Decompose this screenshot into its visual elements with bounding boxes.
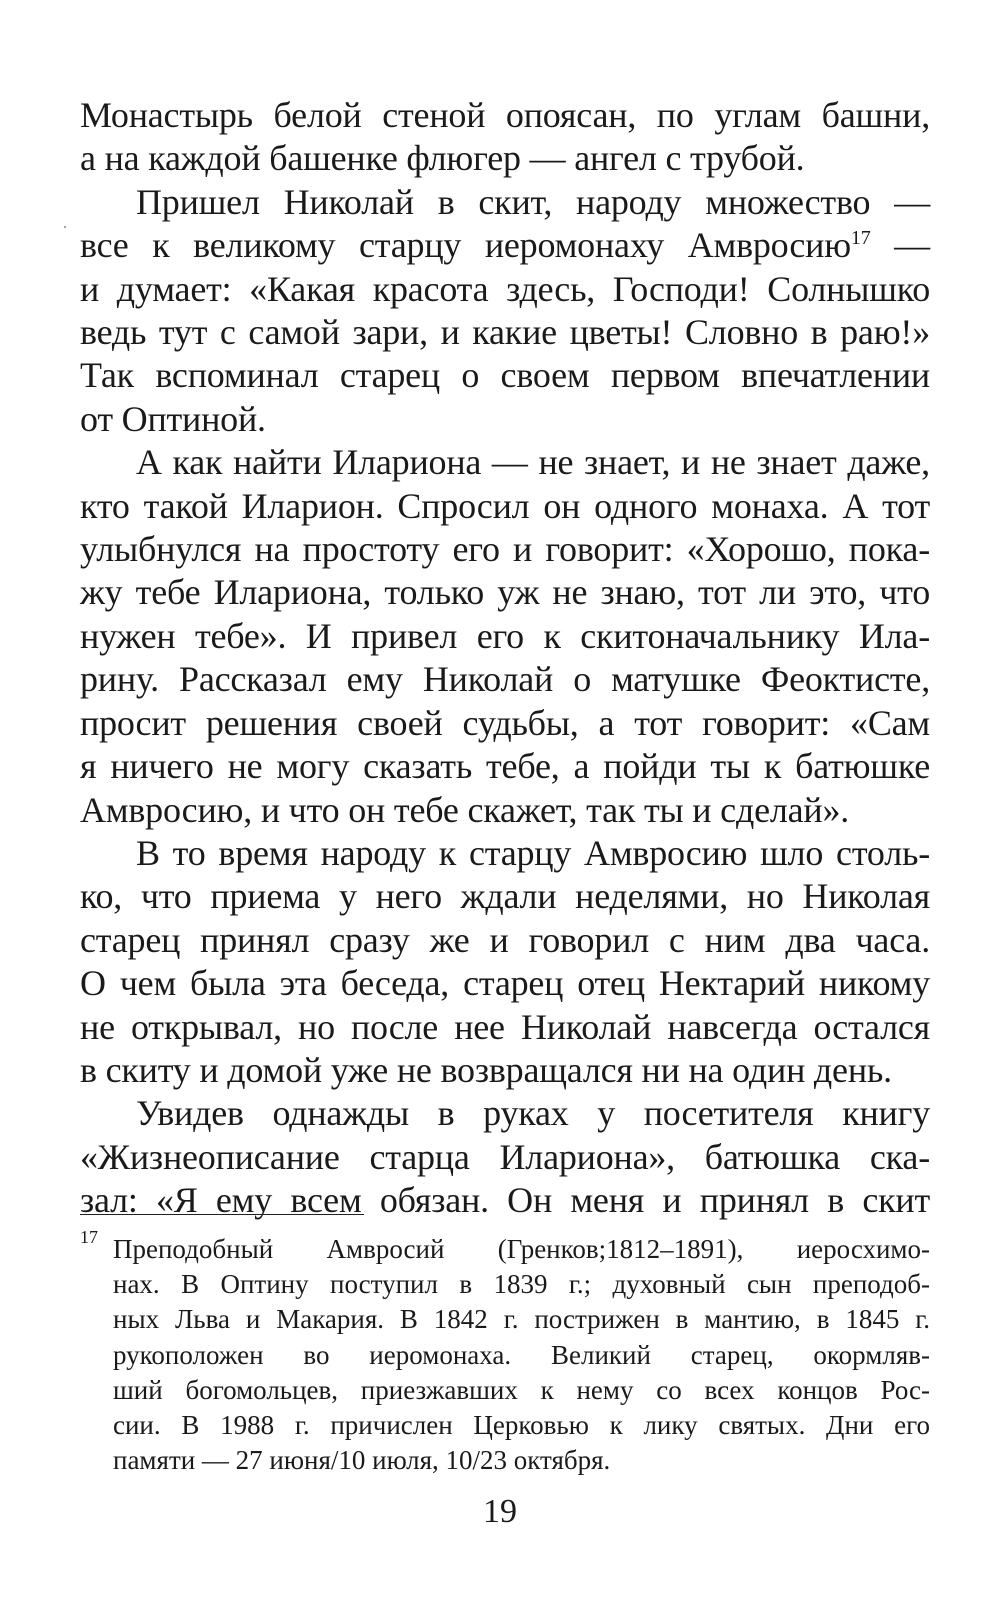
footnote-line: памяти — 27 июня/10 июля, 10/23 октября. — [113, 1445, 611, 1476]
text-line: Увидев однажды в руках у посетителя книгу — [136, 1093, 930, 1134]
footnote-line: нах. В Оптину поступил в 1839 г.; духовный сын преподоб- — [113, 1269, 930, 1300]
footnote-line: Преподобный Амвросий (Гренков;1812–1891), иеросхимо- — [113, 1234, 930, 1264]
text-line: Амвросию, и что он тебе скажет, так ты и сделай». — [80, 789, 850, 830]
text-line: в скиту и домой уже не возвращался ни на один день. — [80, 1049, 892, 1090]
page-number: 19 — [483, 1493, 517, 1530]
text-line: Так вспоминал старец о своем первом впечатлении — [80, 355, 930, 396]
footnote-reference: 17 — [850, 227, 871, 250]
text-line: зал: «Я ему всем обязан. Он меня и принял в скит — [80, 1180, 930, 1221]
text-line: ведь тут с самой зари, и какие цветы! Словно в раю!» — [80, 312, 930, 353]
text-line: А как найти Илариона — не знает, и не знает даже, — [136, 442, 930, 483]
footnote — [80, 1227, 930, 1478]
text-line: «Жизнеописание старца Илариона», батюшка ска- — [80, 1136, 930, 1177]
footnote-line: сии. В 1988 г. причислен Церковью к лику святых. Дни его — [113, 1410, 930, 1441]
text-line: я ничего не могу сказать тебе, а пойди ты к батюшке — [80, 746, 930, 787]
text-line: жу тебе Илариона, только уж не знаю, тот ли это, что — [80, 572, 930, 613]
text-line: не открывал, но после нее Николай навсегда остался — [80, 1006, 930, 1047]
text-line: старец принял сразу же и говорил с ним два часа. — [80, 919, 930, 960]
footnote-line: ший богомольцев, приезжавших к нему со всех концов Рос- — [113, 1374, 930, 1405]
text-line: нужен тебе». И привел его к скитоначальнику Ила- — [80, 615, 930, 656]
text-line: просит решения своей судьбы, а тот говорит: «Сам — [80, 702, 930, 743]
text-line: Пришел Николай в скит, народу множество — — [136, 181, 930, 222]
text-line: ко, что приема у него ждали неделями, но Николая — [80, 876, 930, 917]
text-line: кто такой Иларион. Спросил он одного монаха. А тот — [80, 485, 930, 526]
text-line: а на каждой башенке флюгер — ангел с трубой. — [80, 138, 805, 179]
text-line: В то время народу к старцу Амвросию шло столь- — [136, 832, 930, 873]
text-fragment: — — [870, 225, 930, 266]
text-line: рину. Рассказал ему Николай о матушке Феоктисте, — [80, 659, 930, 700]
main-text — [80, 94, 930, 1223]
text-line: О чем была эта беседа, старец отец Нектарий никому — [80, 963, 930, 1004]
text-line: от Оптиной. — [80, 398, 266, 439]
footnote-line: рукоположен во иеромонаха. Великий старец, окормляв- — [113, 1339, 930, 1370]
text-line: улыбнулся на простоту его и говорит: «Хорошо, пока- — [80, 529, 930, 570]
footnote-divider — [80, 1214, 364, 1215]
footnote-line: ных Льва и Макария. В 1842 г. пострижен в мантию, в 1845 г. — [113, 1304, 930, 1335]
text-line — [80, 224, 930, 267]
text-line: и думает: «Какая красота здесь, Господи! Солнышко — [80, 268, 930, 309]
text-fragment: все к великому старцу иеромонаху Амвросию — [80, 225, 851, 266]
print-speck — [64, 226, 66, 228]
footnote-marker: 17 — [80, 1227, 98, 1247]
text-line: Монастырь белой стеной опоясан, по углам башни, — [80, 95, 930, 135]
